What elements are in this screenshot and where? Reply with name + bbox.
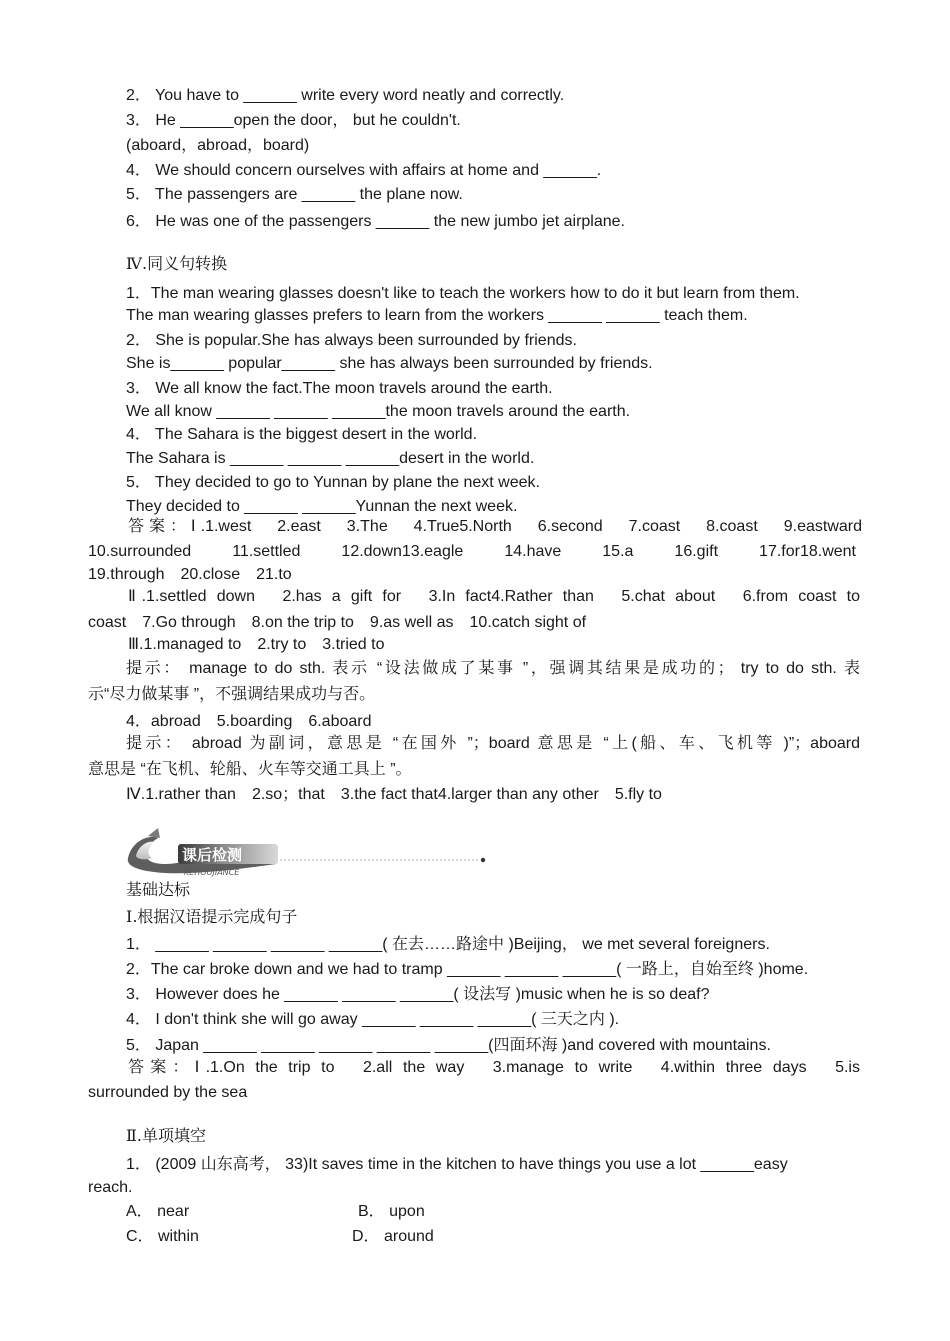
exercise-line: They decided to ______ ______Yunnan the next week.	[126, 498, 518, 515]
section-banner	[124, 826, 490, 878]
exercise-line: 5． The passengers are ______ the plane now.	[126, 186, 463, 203]
answer-line: 答案：Ⅰ.1.west 2.east 3.The 4.True5.North 6.second 7.coast 8.coast 9.eastward	[128, 518, 862, 535]
answer-line: 10.surrounded 11.settled 12.down13.eagle 14.have 15.a 16.gift 17.for18.went	[88, 543, 856, 560]
answer-line: Ⅲ.1.managed to 2.try to 3.tried to	[128, 636, 385, 653]
choice-d: D． around	[352, 1228, 434, 1245]
hint-line: 意思是 “在飞机、轮船、火车等交通工具上 ”。	[88, 761, 412, 778]
banner-pinyin: KEHOUJIANCE	[184, 868, 240, 877]
banner-graphic	[124, 826, 490, 878]
choice-b: B． upon	[358, 1203, 425, 1220]
exercise-line: 3． However does he ______ ______ ______( 设法写 )music when he is so deaf?	[126, 986, 710, 1003]
exercise-line: She is______ popular______ she has always been surrounded by friends.	[126, 355, 653, 372]
exercise-line: 5． Japan ______ ______ ______ ______ ______(四面环海 )and covered with mountains.	[126, 1037, 771, 1054]
hint-line: 示“尽力做某事 ”，不强调结果成功与否。	[88, 686, 376, 703]
answer-line: Ⅱ.1.settled down 2.has a gift for 3.In fact4.Rather than 5.chat about 6.from coast to	[128, 588, 861, 605]
exercise-line: 4． The Sahara is the biggest desert in the world.	[126, 426, 478, 443]
hint-line: 提示： manage to do sth. 表示 “设法做成了某事 ”，强调其结果是成功的； try to do sth. 表	[126, 660, 860, 677]
answer-line: 答案：Ⅰ.1.On the trip to 2.all the way 3.manage to write 4.within three days 5.is	[128, 1059, 860, 1076]
exercise-line: The man wearing glasses prefers to learn from the workers ______ ______ teach them.	[126, 307, 748, 324]
exercise-line: 1． ______ ______ ______ ______( 在去……路途中 )Beijing， we met several foreigners.	[126, 936, 770, 953]
exercise-line: 2． You have to ______ write every word neatly and correctly.	[126, 87, 565, 104]
exercise-line: 1．The man wearing glasses doesn't like to teach the workers how to do it but learn from them.	[126, 285, 800, 302]
answer-line: Ⅳ.1.rather than 2.so；that 3.the fact that4.larger than any other 5.fly to	[126, 786, 662, 803]
question-line: 1． (2009 山东高考， 33)It saves time in the kitchen to have things you use a lot ______easy	[126, 1156, 788, 1173]
banner-title: 课后检测	[182, 846, 243, 864]
question-line: reach.	[88, 1179, 133, 1196]
answer-line: coast 7.Go through 8.on the trip to 9.as well as 10.catch sight of	[88, 614, 587, 631]
exercise-line: 3． He ______open the door， but he couldn't.	[126, 112, 461, 129]
section-heading: Ⅰ.根据汉语提示完成句子	[126, 907, 298, 926]
exercise-line: 4． I don't think she will go away ______ ______ ______( 三天之内 ).	[126, 1011, 620, 1028]
subsection-heading: 基础达标	[126, 882, 191, 899]
word-options: (aboard，abroad，board)	[126, 137, 310, 154]
exercise-line: 6． He was one of the passengers ______ the new jumbo jet airplane.	[126, 213, 625, 230]
answer-line: surrounded by the sea	[88, 1084, 248, 1101]
exercise-line: 2． She is popular.She has always been surrounded by friends.	[126, 332, 577, 349]
section-heading: Ⅳ.同义句转换	[126, 254, 228, 273]
exercise-line: 2．The car broke down and we had to tramp ______ ______ ______( 一路上，自始至终 )home.	[126, 961, 809, 978]
choice-c: C． within	[126, 1228, 199, 1245]
answer-line: 4．abroad 5.boarding 6.aboard	[126, 713, 372, 730]
exercise-line: The Sahara is ______ ______ ______desert in the world.	[126, 450, 535, 467]
hint-line: 提示： abroad 为副词，意思是 “在国外 ”；board 意思是 “上(船、车、飞机等 )”；aboard	[126, 735, 860, 752]
exercise-line: 5． They decided to go to Yunnan by plane the next week.	[126, 474, 540, 491]
choice-a: A． near	[126, 1203, 190, 1220]
exercise-line: 4． We should concern ourselves with affairs at home and ______.	[126, 162, 602, 179]
section-heading: Ⅱ.单项填空	[126, 1126, 206, 1145]
exercise-line: We all know ______ ______ ______the moon travels around the earth.	[126, 403, 631, 420]
answer-line: 19.through 20.close 21.to	[88, 566, 292, 583]
exercise-line: 3． We all know the fact.The moon travels around the earth.	[126, 380, 553, 397]
